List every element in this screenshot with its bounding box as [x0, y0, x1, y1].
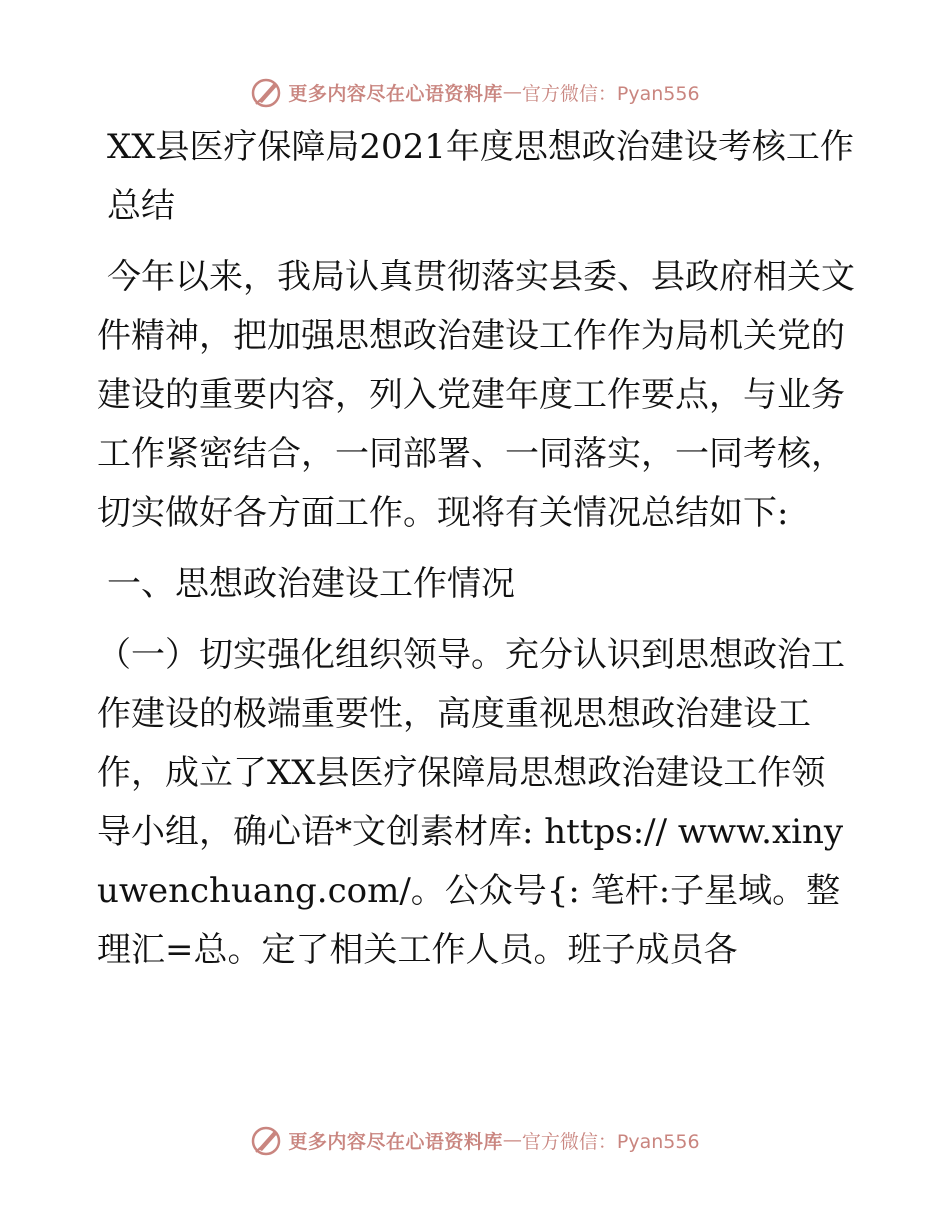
header-banner: [0, 72, 950, 112]
banner-contact-text: 官方微信：Pyan556: [521, 1130, 700, 1153]
document-title: XX县医疗保障局2021年度思想政治建设考核工作总结: [107, 127, 854, 226]
banner-brand-text: 更多内容尽在心语资料库: [288, 1130, 503, 1153]
banner-separator: —: [502, 1129, 522, 1151]
banner-contact-text: 官方微信：Pyan556: [521, 82, 700, 105]
banner-separator: —: [502, 81, 522, 103]
subsection-paragraph: [97, 626, 857, 980]
footer-banner: [0, 1120, 950, 1160]
banner-brand-text: 更多内容尽在心语资料库: [288, 82, 503, 105]
intro-text: 今年以来，我局认真贯彻落实县委、县政府相关文件精神，把加强思想政治建设工作作为局机关党的建设的重要内容，列入党建年度工作要点，与业务工作紧密结合，一同部署、一同落实，一同考核，切实做好各方面工作。现将有关情况总结如下:: [97, 257, 855, 533]
subsection-text: （一）切实强化组织领导。充分认识到思想政治工作建设的极端重要性，高度重视思想政治建设工作，成立了XX县医疗保障局思想政治建设工作领导小组，确心语*文创素材库: https:// www.xinyuwenchuang.com/。公众号{: 笔杆:子星域。整理汇=总。定了相关工作人员。班子成员各: [97, 635, 845, 970]
quill-pen-logo-icon: [250, 1123, 284, 1157]
quill-pen-logo-icon: [250, 75, 284, 109]
document-body: [97, 118, 857, 980]
intro-paragraph: [97, 248, 857, 543]
section-heading: 一、思想政治建设工作情况: [107, 564, 515, 604]
